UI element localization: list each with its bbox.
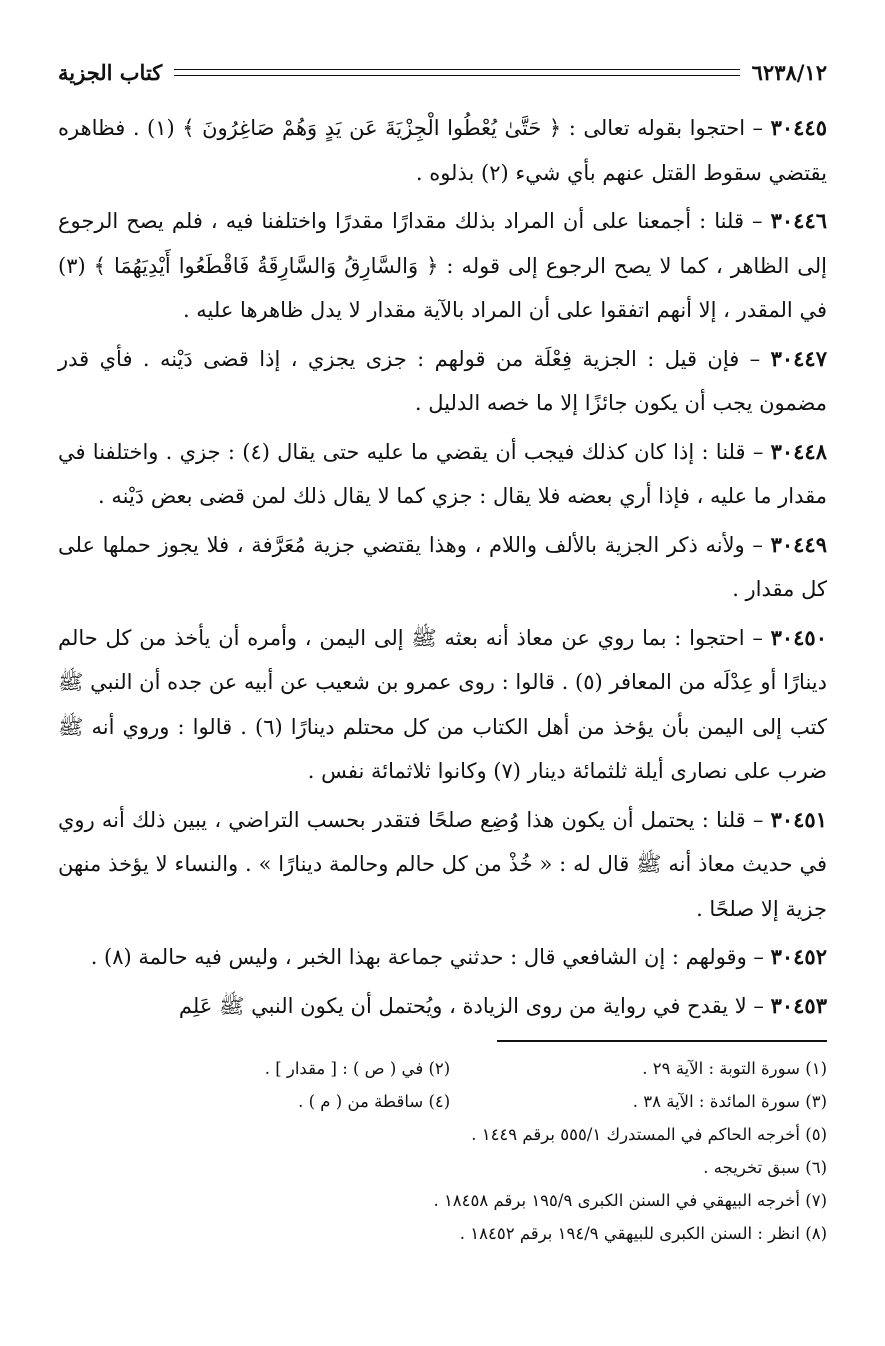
paragraph-text: احتجوا : بما روي عن معاذ أنه بعثه ﷺ إلى اليمن ، وأمره أن يأخذ من كل حالم دينارًا أو عِدْلَه من المعافر (٥) . قالوا : روى عمرو بن شعيب عن أبيه عن جده أن النبي ﷺ كتب إلى اليمن بأن يؤخذ من أهل الكتاب من كل محتلم دينارًا (٦) . قالوا : وروي أنه ﷺ ضرب على نصارى أيلة ثلثمائة دينار (٧) وكانوا ثلاثمائة نفس . [58, 625, 827, 783]
paragraph: ٣٠٤٥٣ – لا يقدح في رواية من روى الزيادة ، ويُحتمل أن يكون النبي ﷺ عَلِم [178, 992, 827, 1018]
book-title: كتاب الجزية [58, 59, 163, 85]
header-double-rule [174, 69, 739, 76]
footnote-separator [497, 1040, 827, 1042]
footnote: (٦) سبق تخريجه . [703, 1158, 827, 1177]
paragraph-text: فإن قيل : الجزية فِعْلَة من قولهم : جزى يجزي ، إذا قضى دَيْنه . فأي قدر مضمون يجب أن يكون جائزًا إلا ما خصه الدليل . [58, 346, 827, 415]
book-page [58, 52, 827, 1306]
footnote-row [58, 1052, 827, 1085]
paragraph-number: ٣٠٤٥٠ [770, 624, 827, 650]
footnote: (٨) انظر : السنن الكبرى للبيهقي ١٩٤/٩ برقم ١٨٤٥٢ . [459, 1224, 827, 1243]
paragraph: ٣٠٤٤٩ – ولأنه ذكر الجزية بالألف واللام ، وهذا يقتضي جزية مُعَرَّفة ، فلا يجوز حملها على كل مقدار . [58, 531, 827, 601]
footnote: (٤) ساقطة من ( م ) . [298, 1092, 451, 1111]
footnote: (٥) أخرجه الحاكم في المستدرك ٥٥٥/١ برقم ١٤٤٩ . [471, 1125, 827, 1144]
paragraph-text: قلنا : أجمعنا على أن المراد بذلك مقدارًا مقدرًا واختلفنا فيه ، فلم يصح الرجوع إلى الظاهر ، كما لا يصح الرجوع إلى قوله : ﴿ وَالسَّارِقُ وَالسَّارِقَةُ فَاقْطَعُوا أَيْدِيَهُمَا ﴾ (٣) في المقدر ، إلا أنهم اتفقوا على أن المراد بالآية مقدار لا يدل ظاهرها عليه . [58, 209, 827, 322]
paragraph-text: قلنا : إذا كان كذلك فيجب أن يقضي ما عليه حتى يقال (٤) : جزي . واختلفنا في مقدار ما عليه ، فإذا أري بعضه فلا يقال : جزي كما لا يقال ذلك لمن قضى بعض دَيْنه . [58, 439, 827, 508]
footnotes [58, 1052, 827, 1250]
paragraph-text: لا يقدح في رواية من روى الزيادة ، ويُحتمل أن يكون النبي ﷺ عَلِم [178, 993, 747, 1018]
paragraph: ٣٠٤٤٥ – احتجوا بقوله تعالى : ﴿ حَتَّىٰ يُعْطُوا الْجِزْيَةَ عَن يَدٍ وَهُمْ صَاغِرُونَ ﴾ (١) . فظاهره يقتضي سقوط القتل عنهم بأي شيء (٢) بذلوه . [58, 115, 827, 185]
paragraph: ٣٠٤٤٨ – قلنا : إذا كان كذلك فيجب أن يقضي ما عليه حتى يقال (٤) : جزي . واختلفنا في مقدار ما عليه ، فإذا أري بعضه فلا يقال : جزي كما لا يقال ذلك لمن قضى بعض دَيْنه . [58, 438, 827, 508]
footnote-row [58, 1085, 827, 1118]
paragraph-text: قلنا : يحتمل أن يكون هذا وُضِع صلحًا فتقدر بحسب التراضي ، يبين ذلك أنه روي في حديث معاذ أنه ﷺ قال له : « خُذْ من كل حالم وحالمة دينارًا » . والنساء لا يؤخذ منهن جزية إلا صلحًا . [58, 807, 827, 921]
paragraph-text: وقولهم : إن الشافعي قال : حدثني جماعة بهذا الخبر ، وليس فيه حالمة (٨) . [90, 945, 747, 969]
paragraph: ٣٠٤٤٦ – قلنا : أجمعنا على أن المراد بذلك مقدارًا مقدرًا واختلفنا فيه ، فلم يصح الرجوع إلى الظاهر ، كما لا يصح الرجوع إلى قوله : ﴿ وَالسَّارِقُ وَالسَّارِقَةُ فَاقْطَعُوا أَيْدِيَهُمَا ﴾ (٣) في المقدر ، إلا أنهم اتفقوا على أن المراد بالآية مقدار لا يدل ظاهرها عليه . [58, 208, 828, 322]
paragraph-number: ٣٠٤٤٧ [770, 345, 827, 371]
paragraph: ٣٠٤٥٢ – وقولهم : إن الشافعي قال : حدثني جماعة بهذا الخبر ، وليس فيه حالمة (٨) . [90, 944, 827, 969]
body-text [58, 106, 827, 1028]
footnote: (٢) في ( ص ) : [ مقدار ] . [264, 1059, 451, 1078]
page-reference: ٦٢٣٨/١٢ [751, 59, 827, 85]
paragraph-number: ٣٠٤٤٦ [770, 208, 828, 233]
paragraph-text: ولأنه ذكر الجزية بالألف واللام ، وهذا يقتضي جزية مُعَرَّفة ، فلا يجوز حملها على كل مقدار . [58, 532, 827, 601]
paragraph-text: احتجوا بقوله تعالى : ﴿ حَتَّىٰ يُعْطُوا الْجِزْيَةَ عَن يَدٍ وَهُمْ صَاغِرُونَ ﴾ (١) . فظاهره يقتضي سقوط القتل عنهم بأي شيء (٢) بذلوه . [58, 116, 827, 185]
paragraph: ٣٠٤٤٧ – فإن قيل : الجزية فِعْلَة من قولهم : جزى يجزي ، إذا قضى دَيْنه . فأي قدر مضمون يجب أن يكون جائزًا إلا ما خصه الدليل . [58, 345, 827, 415]
paragraph: ٣٠٤٥١ – قلنا : يحتمل أن يكون هذا وُضِع صلحًا فتقدر بحسب التراضي ، يبين ذلك أنه روي في حديث معاذ أنه ﷺ قال له : « خُذْ من كل حالم وحالمة دينارًا » . والنساء لا يؤخذ منهن جزية إلا صلحًا . [58, 806, 827, 921]
paragraph-number: ٣٠٤٥٢ [770, 944, 827, 969]
footnote: (٣) سورة المائدة : الآية ٣٨ . [632, 1092, 827, 1111]
running-header [58, 52, 827, 92]
paragraph: ٣٠٤٥٠ – احتجوا : بما روي عن معاذ أنه بعثه ﷺ إلى اليمن ، وأمره أن يأخذ من كل حالم دينارًا أو عِدْلَه من المعافر (٥) . قالوا : روى عمرو بن شعيب عن أبيه عن جده أن النبي ﷺ كتب إلى اليمن بأن يؤخذ من أهل الكتاب من كل محتلم دينارًا (٦) . قالوا : وروي أنه ﷺ ضرب على نصارى أيلة ثلثمائة دينار (٧) وكانوا ثلاثمائة نفس . [58, 624, 827, 783]
footnote: (٧) أخرجه البيهقي في السنن الكبرى ١٩٥/٩ برقم ١٨٤٥٨ . [433, 1191, 827, 1210]
paragraph-number: ٣٠٤٥١ [770, 806, 827, 832]
paragraph-number: ٣٠٤٤٨ [770, 438, 827, 464]
paragraph-number: ٣٠٤٤٩ [770, 531, 827, 557]
paragraph-number: ٣٠٤٤٥ [770, 115, 827, 140]
footnote: (١) سورة التوبة : الآية ٢٩ . [642, 1059, 827, 1078]
paragraph-number: ٣٠٤٥٣ [770, 992, 827, 1018]
